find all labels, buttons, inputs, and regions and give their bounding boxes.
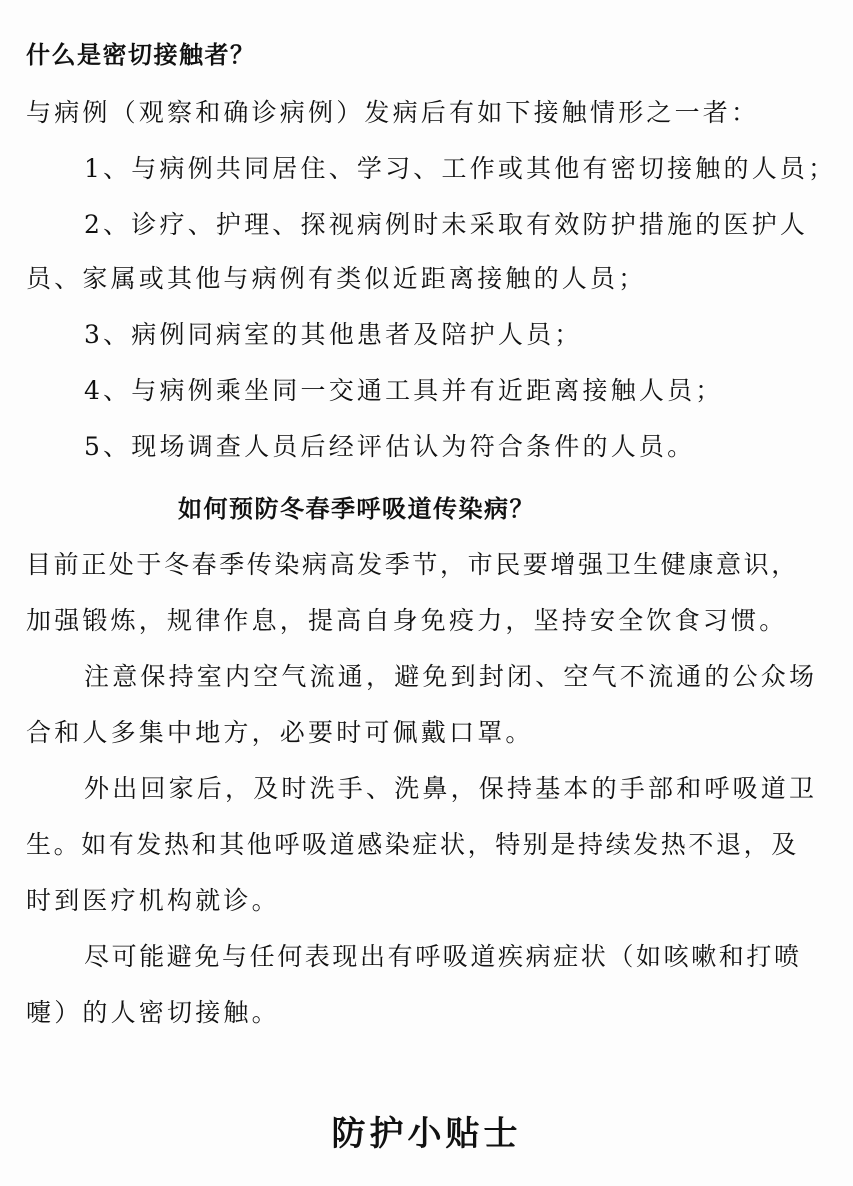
close-contacts-item-3: 3、病例同病室的其他患者及陪护人员；: [84, 320, 583, 349]
close-contacts-item-2-line-2: 员、家属或其他与病例有类似近距离接触的人员；: [26, 264, 647, 293]
prevention-paragraph-3-line-2: 生。如有发热和其他呼吸道感染症状，特别是持续发热不退，及: [26, 830, 799, 859]
close-contacts-intro: 与病例（观察和确诊病例）发病后有如下接触情形之一者：: [26, 98, 760, 127]
close-contacts-item-4: 4、与病例乘坐同一交通工具并有近距离接触人员；: [84, 376, 724, 405]
close-contacts-item-5: 5、现场调查人员后经评估认为符合条件的人员。: [84, 432, 696, 461]
prevention-paragraph-3-line-1: 外出回家后，及时洗手、洗鼻，保持基本的手部和呼吸道卫: [84, 774, 818, 803]
prevention-paragraph-2-line-2: 合和人多集中地方，必要时可佩戴口罩。: [26, 718, 534, 747]
prevention-paragraph-4-line-2: 嚏）的人密切接触。: [26, 998, 280, 1027]
close-contacts-item-1: 1、与病例共同居住、学习、工作或其他有密切接触的人员；: [84, 154, 837, 183]
prevention-paragraph-1-line-2: 加强锻炼，规律作息，提高自身免疫力，坚持安全饮食习惯。: [26, 606, 788, 635]
prevention-paragraph-1-line-1: 目前正处于冬春季传染病高发季节，市民要增强卫生健康意识，: [26, 550, 799, 579]
prevention-paragraph-2-line-1: 注意保持室内空气流通，避免到封闭、空气不流通的公众场: [84, 662, 818, 691]
section-title-protection-tips: 防护小贴士: [331, 1114, 522, 1154]
section-title-prevention: 如何预防冬春季呼吸道传染病？: [178, 495, 535, 523]
prevention-paragraph-3-line-3: 时到医疗机构就诊。: [26, 886, 280, 915]
prevention-paragraph-4-line-1: 尽可能避免与任何表现出有呼吸道疾病症状（如咳嗽和打喷: [84, 942, 802, 971]
close-contacts-item-2-line-1: 2、诊疗、护理、探视病例时未采取有效防护措施的医护人: [84, 210, 809, 239]
section-title-close-contacts: 什么是密切接触者？: [26, 41, 256, 69]
